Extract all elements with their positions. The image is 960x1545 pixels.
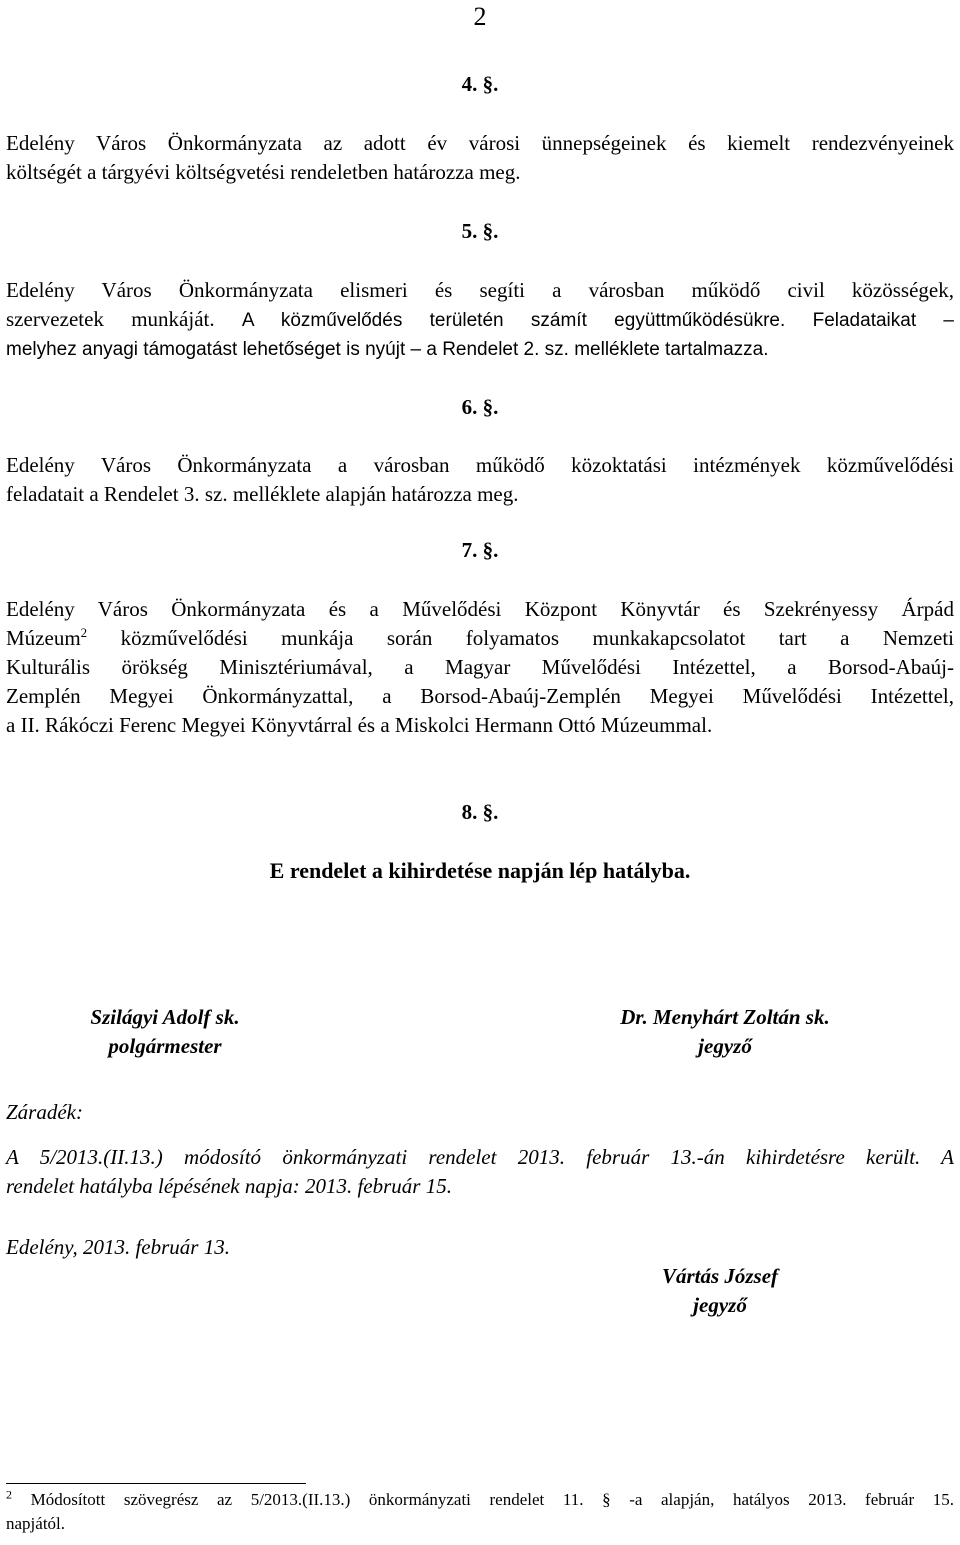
signature-title: polgármester (108, 1034, 222, 1058)
zaradek-line: A 5/2013.(II.13.) módosító önkormányzati rendelet 2013. február 13.-án kihirdetésre került. A (6, 1145, 954, 1169)
section-7-number: 7. §. (461, 538, 499, 562)
zaradek-place-date: Edelény, 2013. február 13. (6, 1235, 230, 1259)
section-5-text: A közművelődés területén számít együttműködésükre. Feladataikat – (241, 310, 954, 331)
section-4-number: 4. §. (461, 72, 499, 96)
zaradek-text (6, 1143, 954, 1201)
footnote-marker: 2 (6, 1487, 12, 1502)
section-5-line (6, 305, 954, 335)
page-number: 2 (473, 2, 487, 31)
section-6-line: Edelény Város Önkormányzata a városban működő közoktatási intézmények közművelődési (6, 453, 954, 477)
section-7-paragraph (6, 595, 954, 740)
section-7-text: közművelődési munkája során folyamatos munkakapcsolatot tart a Nemzeti (87, 626, 954, 650)
section-4-paragraph (6, 129, 954, 187)
section-7-text: Múzeum (6, 626, 81, 650)
section-5-line: melyhez anyagi támogatást lehetőséget is nyújt – a Rendelet 2. sz. melléklete tartalmazza. (6, 339, 769, 360)
section-5-paragraph (6, 276, 954, 364)
section-5-line: Edelény Város Önkormányzata elismeri és segíti a városban működő civil közösségek, (6, 278, 954, 302)
footnote-ref[interactable]: 2 (80, 625, 88, 640)
signature-left (40, 1003, 290, 1061)
section-6-line: feladatait a Rendelet 3. sz. melléklete alapján határozza meg. (6, 482, 519, 506)
zaradek-signature (600, 1262, 840, 1320)
section-8-text: E rendelet a kihirdetése napján lép hatályba. (269, 858, 691, 883)
section-7-line: Kulturális örökség Minisztériumával, a Magyar Művelődési Intézettel, a Borsod-Abaúj- (6, 655, 954, 679)
signature-title: jegyző (693, 1293, 747, 1317)
section-6-paragraph (6, 451, 954, 509)
footnote-line (6, 1488, 954, 1512)
section-5-text: szervezetek munkáját. (6, 307, 215, 331)
section-4-line: költségét a tárgyévi költségvetési rendeletben határozza meg. (6, 160, 521, 184)
signature-name: Szilágyi Adolf sk. (90, 1005, 240, 1029)
signature-name: Dr. Menyhárt Zoltán sk. (620, 1005, 830, 1029)
section-8-number: 8. §. (461, 800, 499, 824)
section-7-line: Edelény Város Önkormányzata és a Művelődési Központ Könyvtár és Szekrényessy Árpád (6, 597, 954, 621)
section-5-number: 5. §. (461, 219, 499, 243)
footnote-text: Módosított szövegrész az 5/2013.(II.13.) önkormányzati rendelet 11. § -a alapján, hatályos 2013. február 15. (12, 1490, 954, 1509)
section-7-line: Zemplén Megyei Önkormányzattal, a Borsod-Abaúj-Zemplén Megyei Művelődési Intézettel, (6, 684, 954, 708)
footnote-line: napjától. (6, 1514, 66, 1533)
section-4-line: Edelény Város Önkormányzata az adott év városi ünnepségeinek és kiemelt rendezvényeinek (6, 131, 954, 155)
signature-title: jegyző (698, 1034, 752, 1058)
signature-right (565, 1003, 885, 1061)
signature-name: Vártás József (661, 1264, 779, 1288)
section-7-line: a II. Rákóczi Ferenc Megyei Könyvtárral és a Miskolci Hermann Ottó Múzeummal. (6, 713, 713, 737)
zaradek-line: rendelet hatályba lépésének napja: 2013. február 15. (6, 1174, 452, 1198)
zaradek-heading: Záradék: (6, 1100, 83, 1124)
footnote (6, 1488, 954, 1536)
footnote-rule (6, 1483, 306, 1484)
section-6-number: 6. §. (461, 395, 499, 419)
section-7-line (6, 624, 954, 653)
